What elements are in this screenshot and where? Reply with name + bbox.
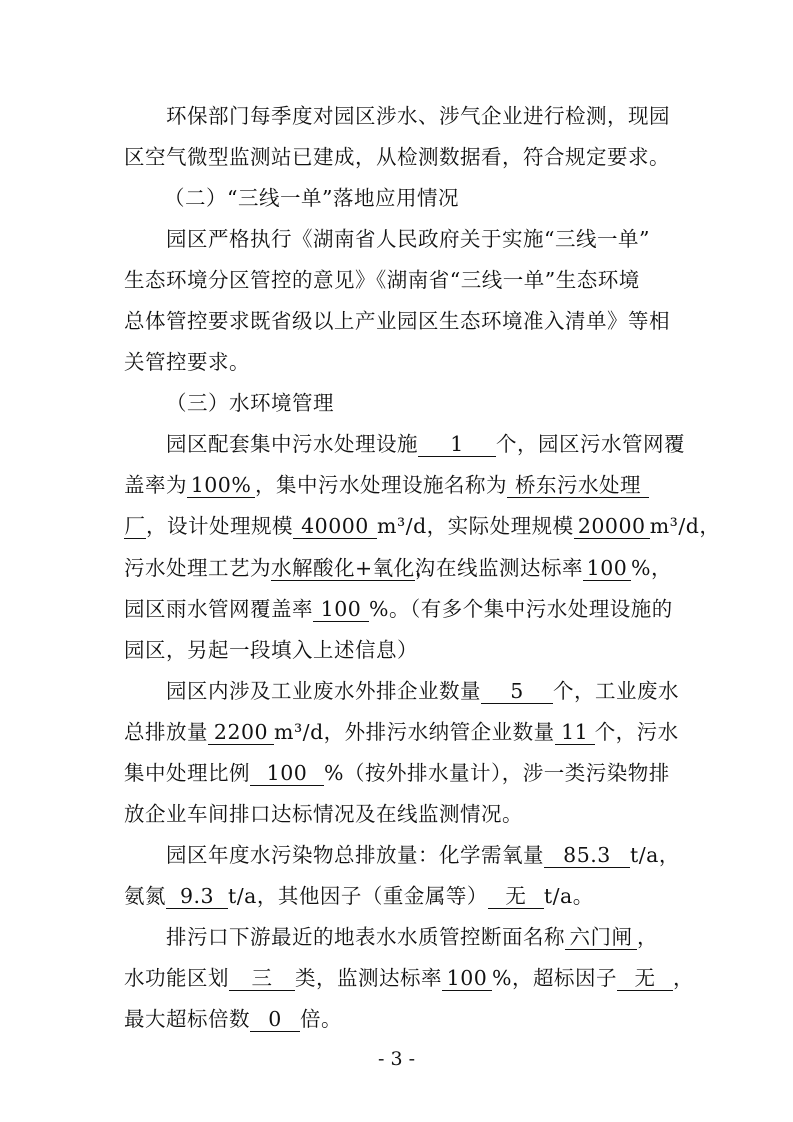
heading-text: （三）水环境管理: [166, 391, 334, 415]
text: 放企业车间排口达标情况及在线监测情况。: [124, 802, 523, 826]
text: 总体管控要求既省级以上产业园区生态环境准入清单》等相: [124, 309, 670, 333]
paragraph-line: [0, 676, 793, 706]
text: 倍。: [300, 1007, 342, 1031]
paragraph-line: [0, 758, 793, 788]
paragraph-line: [0, 101, 793, 131]
text: ，在线监测达标率: [415, 556, 583, 580]
paragraph-line: [0, 553, 793, 583]
fill-ammonia: 9.3: [166, 884, 228, 909]
paragraph-line: [0, 1004, 793, 1034]
text: t/a。: [543, 884, 594, 908]
fill-total-discharge: 2200: [208, 720, 274, 745]
fill-facility-name-cont: 厂: [124, 514, 146, 538]
text: m³/d，实际处理规模: [377, 514, 574, 538]
fill-other-factors: 无: [488, 884, 544, 909]
fill-enterprise-count: 5: [481, 679, 553, 704]
paragraph-line: [0, 799, 793, 829]
text: ，设计处理规模: [146, 514, 293, 538]
paragraph-line: [0, 922, 793, 952]
page-number: - 3 -: [377, 1048, 415, 1070]
fill-function-class: 三: [229, 966, 295, 991]
fill-facility-count: 1: [418, 432, 496, 457]
text: 最大超标倍数: [124, 1007, 250, 1031]
section-heading-3: [0, 388, 793, 418]
fill-exceed-factor: 无: [617, 966, 673, 991]
text: 园区雨水管网覆盖率: [124, 597, 313, 621]
fill-rain-coverage: 100: [313, 597, 369, 622]
text: 个，工业废水: [553, 679, 679, 703]
fill-max-multiple: 0: [250, 1007, 300, 1032]
fill-process: 水解酸化+氧化沟: [271, 556, 436, 580]
text: 园区内涉及工业废水外排企业数量: [166, 679, 481, 703]
text: 水功能区划: [124, 966, 229, 990]
paragraph-line: [0, 594, 793, 624]
text: 排污口下游最近的地表水水质管控断面名称: [166, 925, 565, 949]
paragraph-line: [0, 265, 793, 295]
text: 个，污水: [594, 720, 679, 744]
paragraph-line: [0, 881, 793, 911]
paragraph-line: [0, 347, 793, 377]
text: 污水处理工艺为: [124, 556, 271, 580]
paragraph-line: [0, 840, 793, 870]
heading-text: （二）“三线一单”落地应用情况: [164, 186, 459, 210]
fill-actual-scale: 20000: [574, 514, 650, 539]
paragraph-line: [0, 470, 793, 500]
fill-design-scale: 40000: [293, 514, 377, 539]
paragraph-line: [0, 429, 793, 459]
text: t/a，其他因子（重金属等）: [228, 884, 488, 908]
text: 生态环境分区管控的意见》《湖南省“三线一单”生态环境: [124, 268, 640, 292]
text: ，集中污水处理设施名称为: [255, 473, 507, 497]
fill-online-rate: 100: [583, 556, 631, 581]
text: t/a，: [630, 843, 680, 867]
paragraph-line: [0, 717, 793, 747]
text: 类，监测达标率: [295, 966, 442, 990]
paragraph-line: [0, 511, 793, 541]
text: 园区，另起一段填入上述信息）: [124, 638, 418, 662]
fill-network-coverage: 100%: [187, 473, 255, 498]
text: 园区配套集中污水处理设施: [166, 432, 418, 456]
text: %。（有多个集中污水处理设施的: [369, 597, 673, 621]
section-heading-2: [0, 183, 793, 213]
text: m³/d，: [649, 514, 721, 538]
paragraph-line: [0, 224, 793, 254]
fill-cod: 85.3: [544, 843, 630, 868]
text: 盖率为: [124, 473, 187, 497]
paragraph-line: [0, 963, 793, 993]
text: 集中处理比例: [124, 761, 250, 785]
fill-pipe-enterprises: 11: [555, 720, 595, 745]
paragraph-line: [0, 306, 793, 336]
text: ，: [637, 925, 658, 949]
text: %，超标因子: [492, 966, 617, 990]
text: m³/d，外排污水纳管企业数量: [274, 720, 555, 744]
fill-facility-name: 桥东污水处理: [507, 473, 649, 498]
paragraph-line: [0, 142, 793, 172]
text: 关管控要求。: [124, 350, 250, 374]
text: 总排放量: [124, 720, 208, 744]
text: %，: [631, 556, 672, 580]
fill-monitor-rate: 100: [442, 966, 492, 991]
text: %（按外排水量计），涉一类污染物排: [324, 761, 670, 785]
text: 环保部门每季度对园区涉水、涉气企业进行检测，现园: [166, 104, 670, 128]
fill-section-name: 六门闸: [565, 925, 637, 950]
text: 区空气微型监测站已建成，从检测数据看，符合规定要求。: [124, 145, 670, 169]
text: ，: [672, 966, 694, 990]
text: 氨氮: [124, 884, 166, 908]
text: 园区年度水污染物总排放量：化学需氧量: [166, 843, 544, 867]
text: 个，园区污水管网覆: [496, 432, 685, 456]
fill-treatment-ratio: 100: [250, 761, 324, 786]
text: 园区严格执行《湖南省人民政府关于实施“三线一单”: [166, 227, 650, 251]
paragraph-line: [0, 635, 793, 665]
